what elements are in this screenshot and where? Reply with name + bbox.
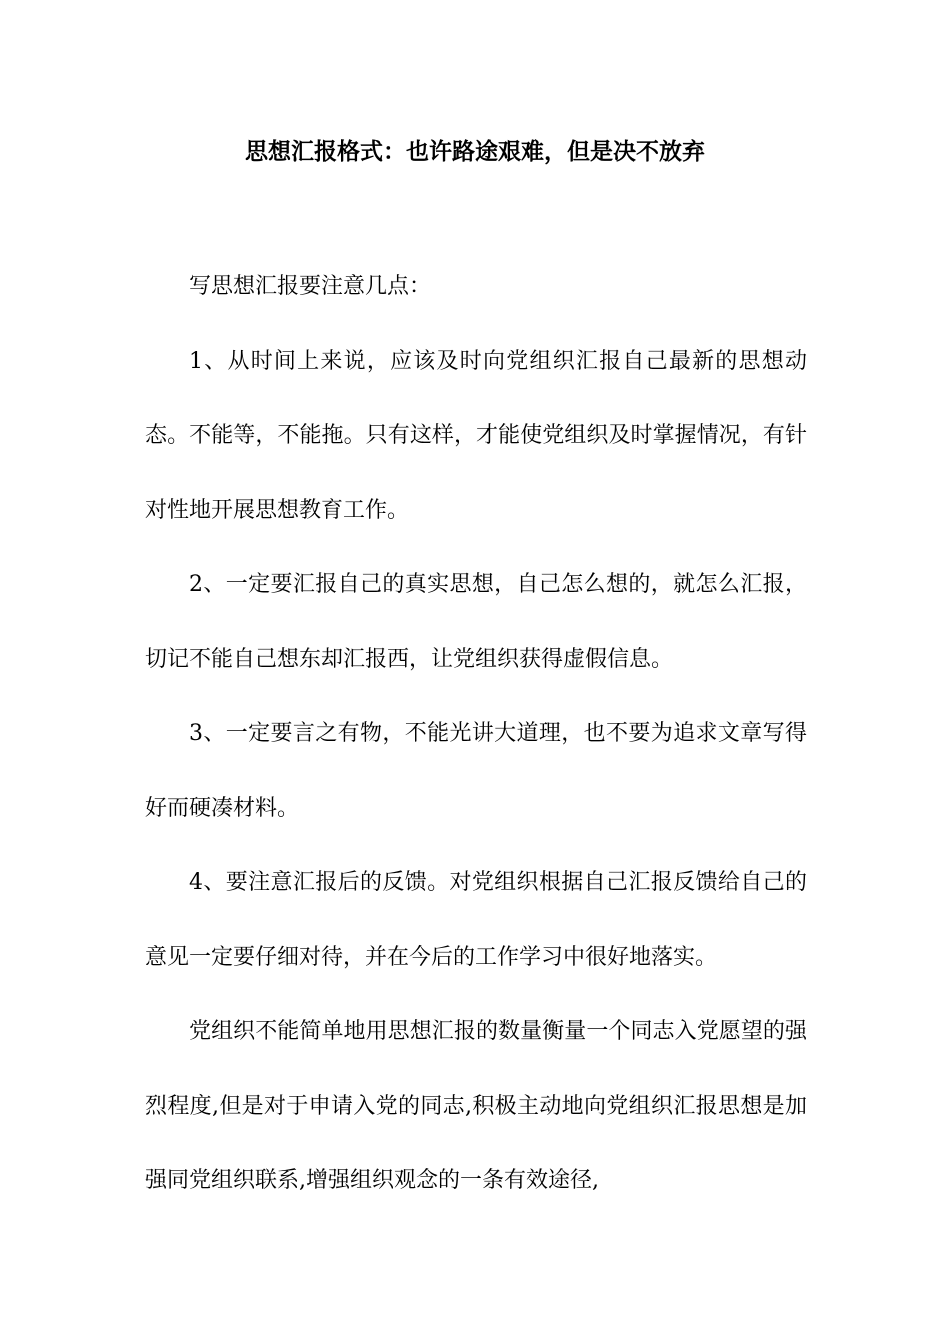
document-body xyxy=(145,250,807,1219)
paragraph-intro: 写思想汇报要注意几点： xyxy=(189,274,432,299)
paragraph-point-3: 3、一定要言之有物，不能光讲大道理，也不要为追求文章写得好而硬凑材料。 xyxy=(145,721,807,821)
paragraph-closing: 党组织不能简单地用思想汇报的数量衡量一个同志入党愿望的强烈程度,但是对于申请入党的同志,积极主动地向党组织汇报思想是加强同党组织联系,增强组织观念的一条有效途径, xyxy=(145,1019,807,1193)
paragraph-point-2: 2、一定要汇报自己的真实思想，自己怎么想的，就怎么汇报，切记不能自己想东却汇报西，让党组织获得虚假信息。 xyxy=(145,572,807,672)
document-title: 思想汇报格式：也许路途艰难，但是决不放弃 xyxy=(245,138,705,165)
paragraph-point-1: 1、从时间上来说，应该及时向党组织汇报自己最新的思想动态。不能等，不能拖。只有这样，才能使党组织及时掌握情况，有针对性地开展思想教育工作。 xyxy=(145,348,807,523)
paragraph-point-4: 4、要注意汇报后的反馈。对党组织根据自己汇报反馈给自己的意见一定要仔细对待，并在今后的工作学习中很好地落实。 xyxy=(145,870,807,970)
